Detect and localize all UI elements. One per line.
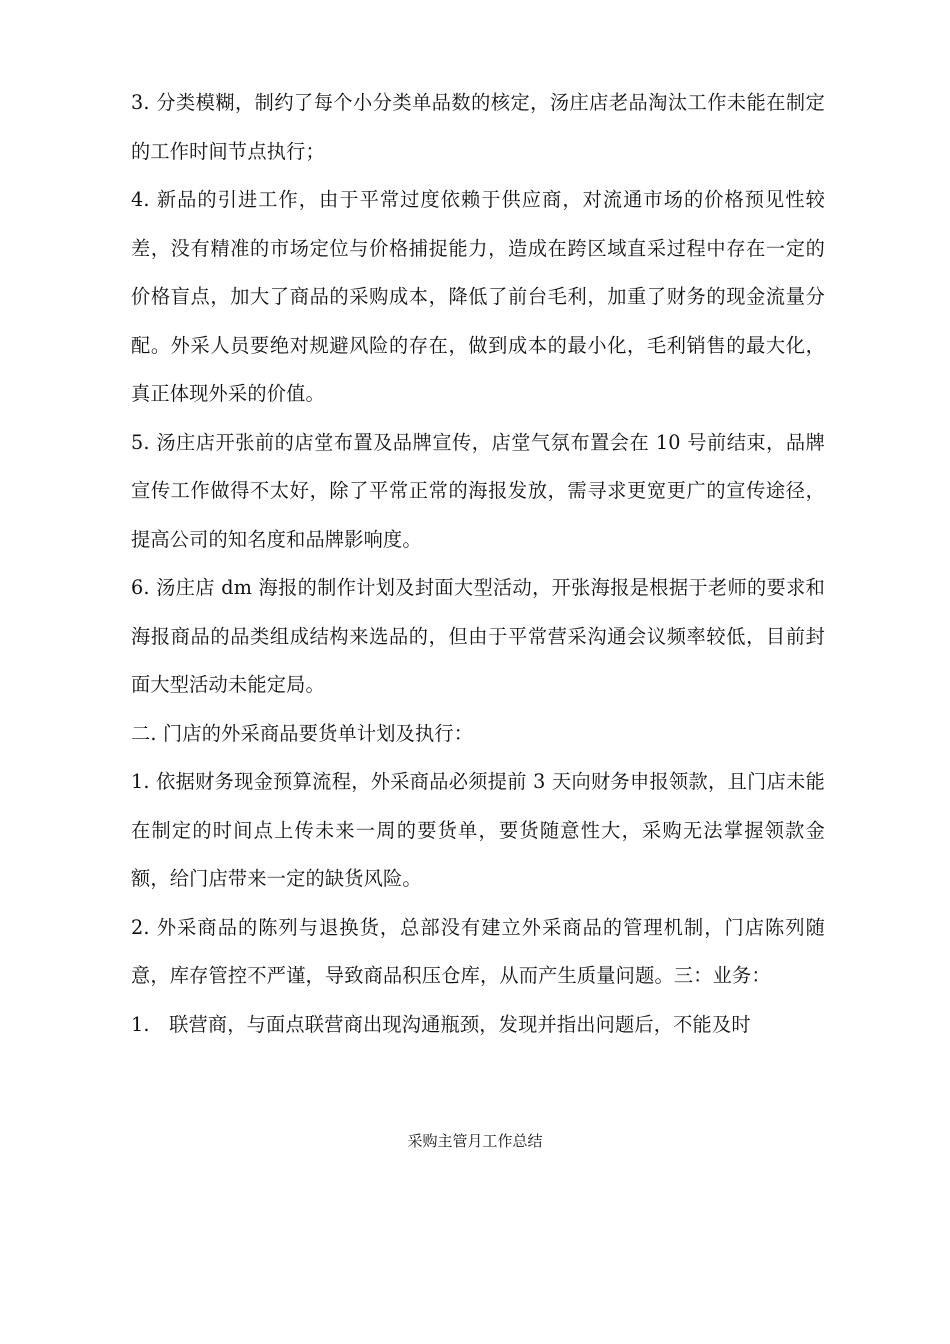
page-footer: 采购主管月工作总结 bbox=[407, 1132, 543, 1150]
document-body bbox=[131, 79, 825, 1049]
paragraph-section2-item-2: 2. 外采商品的陈列与退换货，总部没有建立外采商品的管理机制，门店陈列随意，库存管控不严谨，导致商品积压仓库，从而产生质量问题。三：业务： bbox=[131, 915, 825, 987]
paragraph-item-6: 6. 汤庄店 dm 海报的制作计划及封面大型活动，开张海报是根据于老师的要求和海报商品的品类组成结构来选品的，但由于平常营采沟通会议频率较低，目前封面大型活动未能定局。 bbox=[131, 576, 825, 696]
paragraph-section3-item-1: 1. 联营商，与面点联营商出现沟通瓶颈，发现并指出问题后，不能及时 bbox=[131, 1012, 751, 1036]
paragraph-item-4: 4. 新品的引进工作，由于平常过度依赖于供应商，对流通市场的价格预见性较差，没有精准的市场定位与价格捕捉能力，造成在跨区域直采过程中存在一定的价格盲点，加大了商品的采购成本，降低了前台毛利，加重了财务的现金流量分配。外采人员要绝对规避风险的存在，做到成本的最小化，毛利销售的最大化，真正体现外采的价值。 bbox=[131, 188, 825, 405]
paragraph-item-5: 5. 汤庄店开张前的店堂布置及品牌宣传，店堂气氛布置会在 10 号前结束，品牌宣传工作做得不太好，除了平常正常的海报发放，需寻求更宽更广的宣传途径，提高公司的知名度和品牌影响度。 bbox=[131, 430, 825, 551]
paragraph-item-3: 3. 分类模糊，制约了每个小分类单品数的核定，汤庄店老品淘汰工作未能在制定的工作时间节点执行； bbox=[131, 91, 825, 163]
section-heading-2: 二. 门店的外采商品要货单计划及执行： bbox=[131, 721, 474, 745]
paragraph-section2-item-1: 1. 依据财务现金预算流程，外采商品必须提前 3 天向财务申报领款，且门店未能在制定的时间点上传未来一周的要货单，要货随意性大，采购无法掌握领款金额，给门店带来一定的缺货风险。 bbox=[131, 770, 825, 890]
